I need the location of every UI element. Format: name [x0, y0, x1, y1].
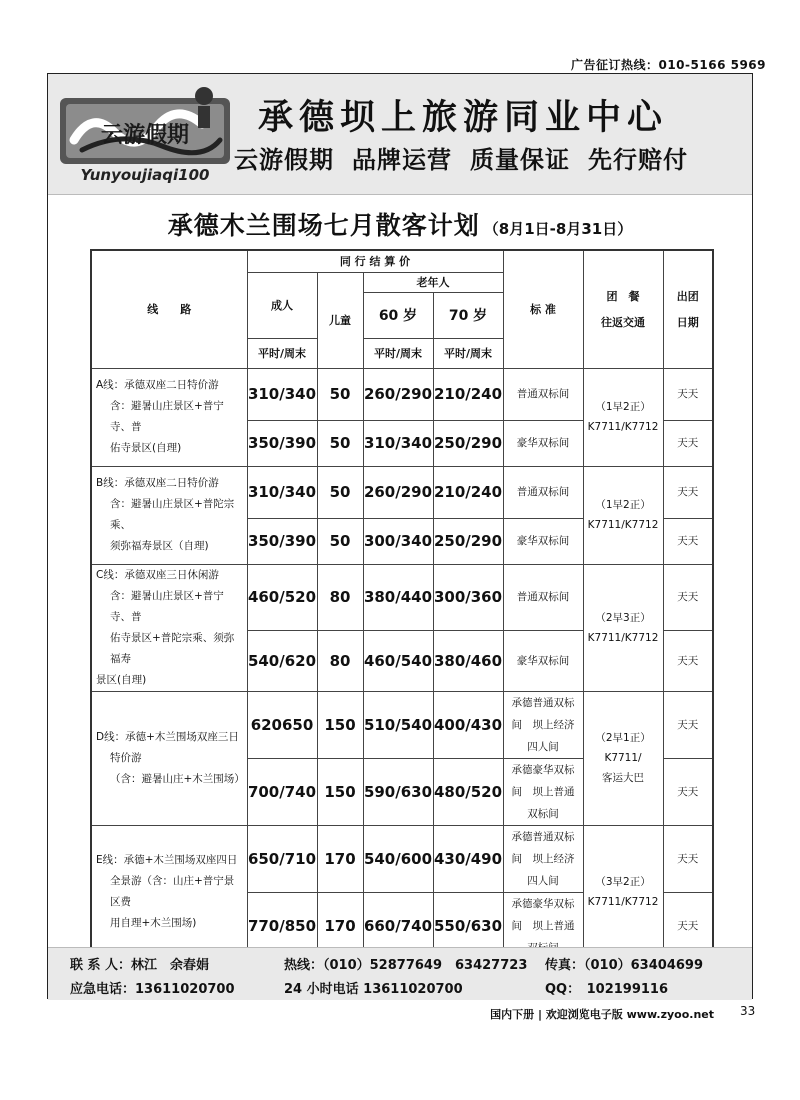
- standard-line: 豪华双标间: [516, 437, 570, 449]
- departure-cell: 天天: [663, 630, 713, 691]
- slogan-2: 品牌运营: [352, 145, 452, 174]
- room-standard: [503, 630, 583, 691]
- departure-cell: 天天: [663, 368, 713, 420]
- header-transport: 往返交通: [601, 316, 646, 330]
- contact-bar: [48, 947, 752, 1000]
- price-age60: 660/740: [363, 892, 433, 960]
- route-line: 含：避暑山庄景区+普宁寺、普: [110, 400, 224, 433]
- price-child: 50: [317, 466, 363, 518]
- standard-line: 间 坝上普通: [511, 919, 575, 932]
- meals-info: （1早2正）: [595, 401, 651, 413]
- price-age70: 210/240: [433, 368, 503, 420]
- route-line: B线：承德双座二日特价游: [96, 477, 219, 489]
- departure-cell: 天天: [663, 825, 713, 892]
- slogan: [234, 140, 750, 175]
- header-child: 儿童: [317, 272, 363, 368]
- route-line: 须弥福寿景区（自理): [110, 540, 209, 552]
- room-standard: [503, 518, 583, 564]
- route-cell: [91, 825, 247, 960]
- standard-line: 间 坝上经济: [511, 852, 575, 865]
- price-child: 80: [317, 564, 363, 630]
- header-route: 线 路: [91, 250, 247, 368]
- contact-emergency: 应急电话：13611020700: [70, 982, 235, 997]
- price-child: 170: [317, 892, 363, 960]
- route-line: 佑寺景区+普陀宗乘、须弥福寿: [110, 631, 235, 665]
- price-child: 50: [317, 420, 363, 466]
- route-line: C线：承德双座三日休闲游: [96, 568, 219, 581]
- price-age70: 550/630: [433, 892, 503, 960]
- slogan-1: 云游假期: [234, 145, 334, 174]
- price-adult: 310/340: [247, 368, 317, 420]
- route-cell: [91, 691, 247, 825]
- header-age70-period: 平时/周末: [433, 338, 503, 368]
- meals-transport-cell: [583, 825, 663, 960]
- price-adult: 540/620: [247, 630, 317, 691]
- slogan-4: 先行赔付: [588, 145, 688, 174]
- meals-transport-cell: [583, 691, 663, 825]
- price-adult: 350/390: [247, 420, 317, 466]
- header-departure-1: 出团: [676, 290, 699, 304]
- meals-info: （3早2正）: [595, 876, 651, 888]
- price-adult: 310/340: [247, 466, 317, 518]
- room-standard: [503, 691, 583, 758]
- ad-frame: [47, 73, 753, 999]
- standard-line: 间 坝上经济: [511, 718, 575, 731]
- route-line: D线：承德+木兰围场双座三日: [96, 730, 239, 743]
- slogan-3: 质量保证: [470, 145, 570, 174]
- route-cell: [91, 368, 247, 466]
- header-standard: 标 准: [503, 250, 583, 368]
- meals-info: （1早2正）: [595, 499, 651, 511]
- standard-line: 承德豪华双标: [511, 763, 575, 776]
- price-age60: 590/630: [363, 758, 433, 825]
- standard-line: 豪华双标间: [516, 535, 570, 547]
- header-age70: 70 岁: [433, 292, 503, 338]
- room-standard: [503, 825, 583, 892]
- standard-line: 承德豪华双标: [511, 897, 575, 910]
- header-meals-transport: [583, 250, 663, 368]
- contact-qq: QQ： 102199116: [545, 982, 669, 997]
- table-row: [91, 691, 713, 758]
- transport-line: K7711/: [604, 752, 642, 764]
- price-adult: 460/520: [247, 564, 317, 630]
- price-child: 170: [317, 825, 363, 892]
- banner: [48, 74, 752, 195]
- table-row: [91, 368, 713, 420]
- standard-line: 普通双标间: [516, 388, 570, 400]
- table-row: [91, 466, 713, 518]
- meals-transport-cell: [583, 368, 663, 466]
- price-child: 150: [317, 691, 363, 758]
- price-age70: 400/430: [433, 691, 503, 758]
- logo-pinyin: Yunyoujiaqi100: [80, 166, 210, 184]
- page-number: 33: [740, 1004, 756, 1018]
- departure-cell: 天天: [663, 691, 713, 758]
- transport-line: K7711/K7712: [587, 631, 659, 644]
- title-dates: （8月1日-8月31日）: [483, 220, 633, 238]
- price-age60: 300/340: [363, 518, 433, 564]
- route-cell: [91, 466, 247, 564]
- price-age60: 310/340: [363, 420, 433, 466]
- route-line: A线：承德双座二日特价游: [96, 379, 219, 391]
- room-standard: [503, 420, 583, 466]
- price-age70: 250/290: [433, 420, 503, 466]
- ad-hotline: 广告征订热线：010-5166 5969: [570, 58, 766, 72]
- room-standard: [503, 564, 583, 630]
- company-name: 承德坝上旅游同业中心: [258, 97, 669, 138]
- standard-line: 豪华双标间: [516, 654, 570, 667]
- departure-cell: 天天: [663, 518, 713, 564]
- route-line: 含：避暑山庄景区+普陀宗乘、: [110, 498, 235, 531]
- page-title: [48, 206, 752, 242]
- price-age70: 250/290: [433, 518, 503, 564]
- table-row: [91, 564, 713, 630]
- route-line: 全景游（含：山庄+普宁景区费: [110, 875, 235, 908]
- contact-24h: 24 小时电话 13611020700: [284, 982, 463, 997]
- header-age60: 60 岁: [363, 292, 433, 338]
- meals-info: （2早3正）: [595, 611, 651, 624]
- standard-line: 普通双标间: [516, 591, 570, 604]
- header-settlement: 同 行 结 算 价: [247, 250, 503, 272]
- meals-info: （2早1正）: [595, 732, 651, 744]
- standard-line: 四人间: [527, 740, 559, 753]
- standard-line: 双标间: [527, 807, 559, 820]
- standard-line: 间 坝上普通: [511, 785, 575, 798]
- route-line: 佑寺景区(自理): [110, 442, 182, 454]
- meals-transport-cell: [583, 466, 663, 564]
- departure-cell: 天天: [663, 466, 713, 518]
- price-child: 50: [317, 518, 363, 564]
- standard-line: 承德普通双标: [511, 696, 575, 709]
- header-adult-period: 平时/周末: [247, 338, 317, 368]
- contact-hotline: 热线：（010）52877649 63427723: [284, 958, 528, 973]
- price-age60: 510/540: [363, 691, 433, 758]
- price-child: 150: [317, 758, 363, 825]
- price-age60: 260/290: [363, 466, 433, 518]
- departure-cell: 天天: [663, 564, 713, 630]
- departure-cell: 天天: [663, 420, 713, 466]
- price-adult: 770/850: [247, 892, 317, 960]
- price-adult: 350/390: [247, 518, 317, 564]
- price-age70: 430/490: [433, 825, 503, 892]
- standard-line: 四人间: [527, 874, 559, 887]
- route-line: 用自理+木兰围场): [110, 917, 197, 929]
- yunyou-logo: [52, 80, 238, 190]
- price-age60: 540/600: [363, 825, 433, 892]
- price-age60: 260/290: [363, 368, 433, 420]
- price-age60: 380/440: [363, 564, 433, 630]
- route-line: 特价游: [110, 751, 142, 764]
- logo-chars: 云游假期: [100, 122, 190, 148]
- price-child: 50: [317, 368, 363, 420]
- footer: 国内下册 | 欢迎浏览电子版 www.zyoo.net: [490, 1008, 714, 1021]
- price-age70: 300/360: [433, 564, 503, 630]
- route-line: 景区(自理): [96, 673, 147, 686]
- meals-transport-cell: [583, 564, 663, 691]
- price-child: 80: [317, 630, 363, 691]
- standard-line: 普通双标间: [516, 486, 570, 498]
- route-line: E线：承德+木兰围场双座四日: [96, 854, 238, 866]
- header-meals: 团 餐: [606, 290, 640, 304]
- standard-line: 承德普通双标: [511, 830, 575, 843]
- transport-line: K7711/K7712: [587, 519, 659, 531]
- price-age70: 480/520: [433, 758, 503, 825]
- room-standard: [503, 758, 583, 825]
- contact-persons: 联 系 人：林江 余春娟: [70, 958, 210, 973]
- route-line: 含：避暑山庄景区+普宁寺、普: [110, 589, 224, 623]
- title-main: 承德木兰围场七月散客计划: [167, 211, 480, 240]
- price-age70: 210/240: [433, 466, 503, 518]
- route-line: （含：避暑山庄+木兰围场）: [110, 772, 245, 785]
- transport-line: K7711/K7712: [587, 421, 659, 433]
- transport-line: 客运大巴: [602, 772, 645, 784]
- departure-cell: 天天: [663, 758, 713, 825]
- header-adult: 成人: [247, 272, 317, 338]
- departure-cell: 天天: [663, 892, 713, 960]
- route-cell: [91, 564, 247, 691]
- room-standard: [503, 466, 583, 518]
- price-adult: 700/740: [247, 758, 317, 825]
- header-departure: [663, 250, 713, 368]
- price-adult: 620650: [247, 691, 317, 758]
- price-adult: 650/710: [247, 825, 317, 892]
- header-age60-period: 平时/周末: [363, 338, 433, 368]
- room-standard: [503, 368, 583, 420]
- header-elderly: 老年人: [363, 272, 503, 292]
- transport-line: K7711/K7712: [587, 896, 659, 908]
- table-row: [91, 825, 713, 892]
- header-departure-2: 日期: [676, 316, 699, 330]
- price-age70: 380/460: [433, 630, 503, 691]
- contact-fax: 传真：（010）63404699: [545, 958, 703, 973]
- price-table: [90, 249, 714, 961]
- price-age60: 460/540: [363, 630, 433, 691]
